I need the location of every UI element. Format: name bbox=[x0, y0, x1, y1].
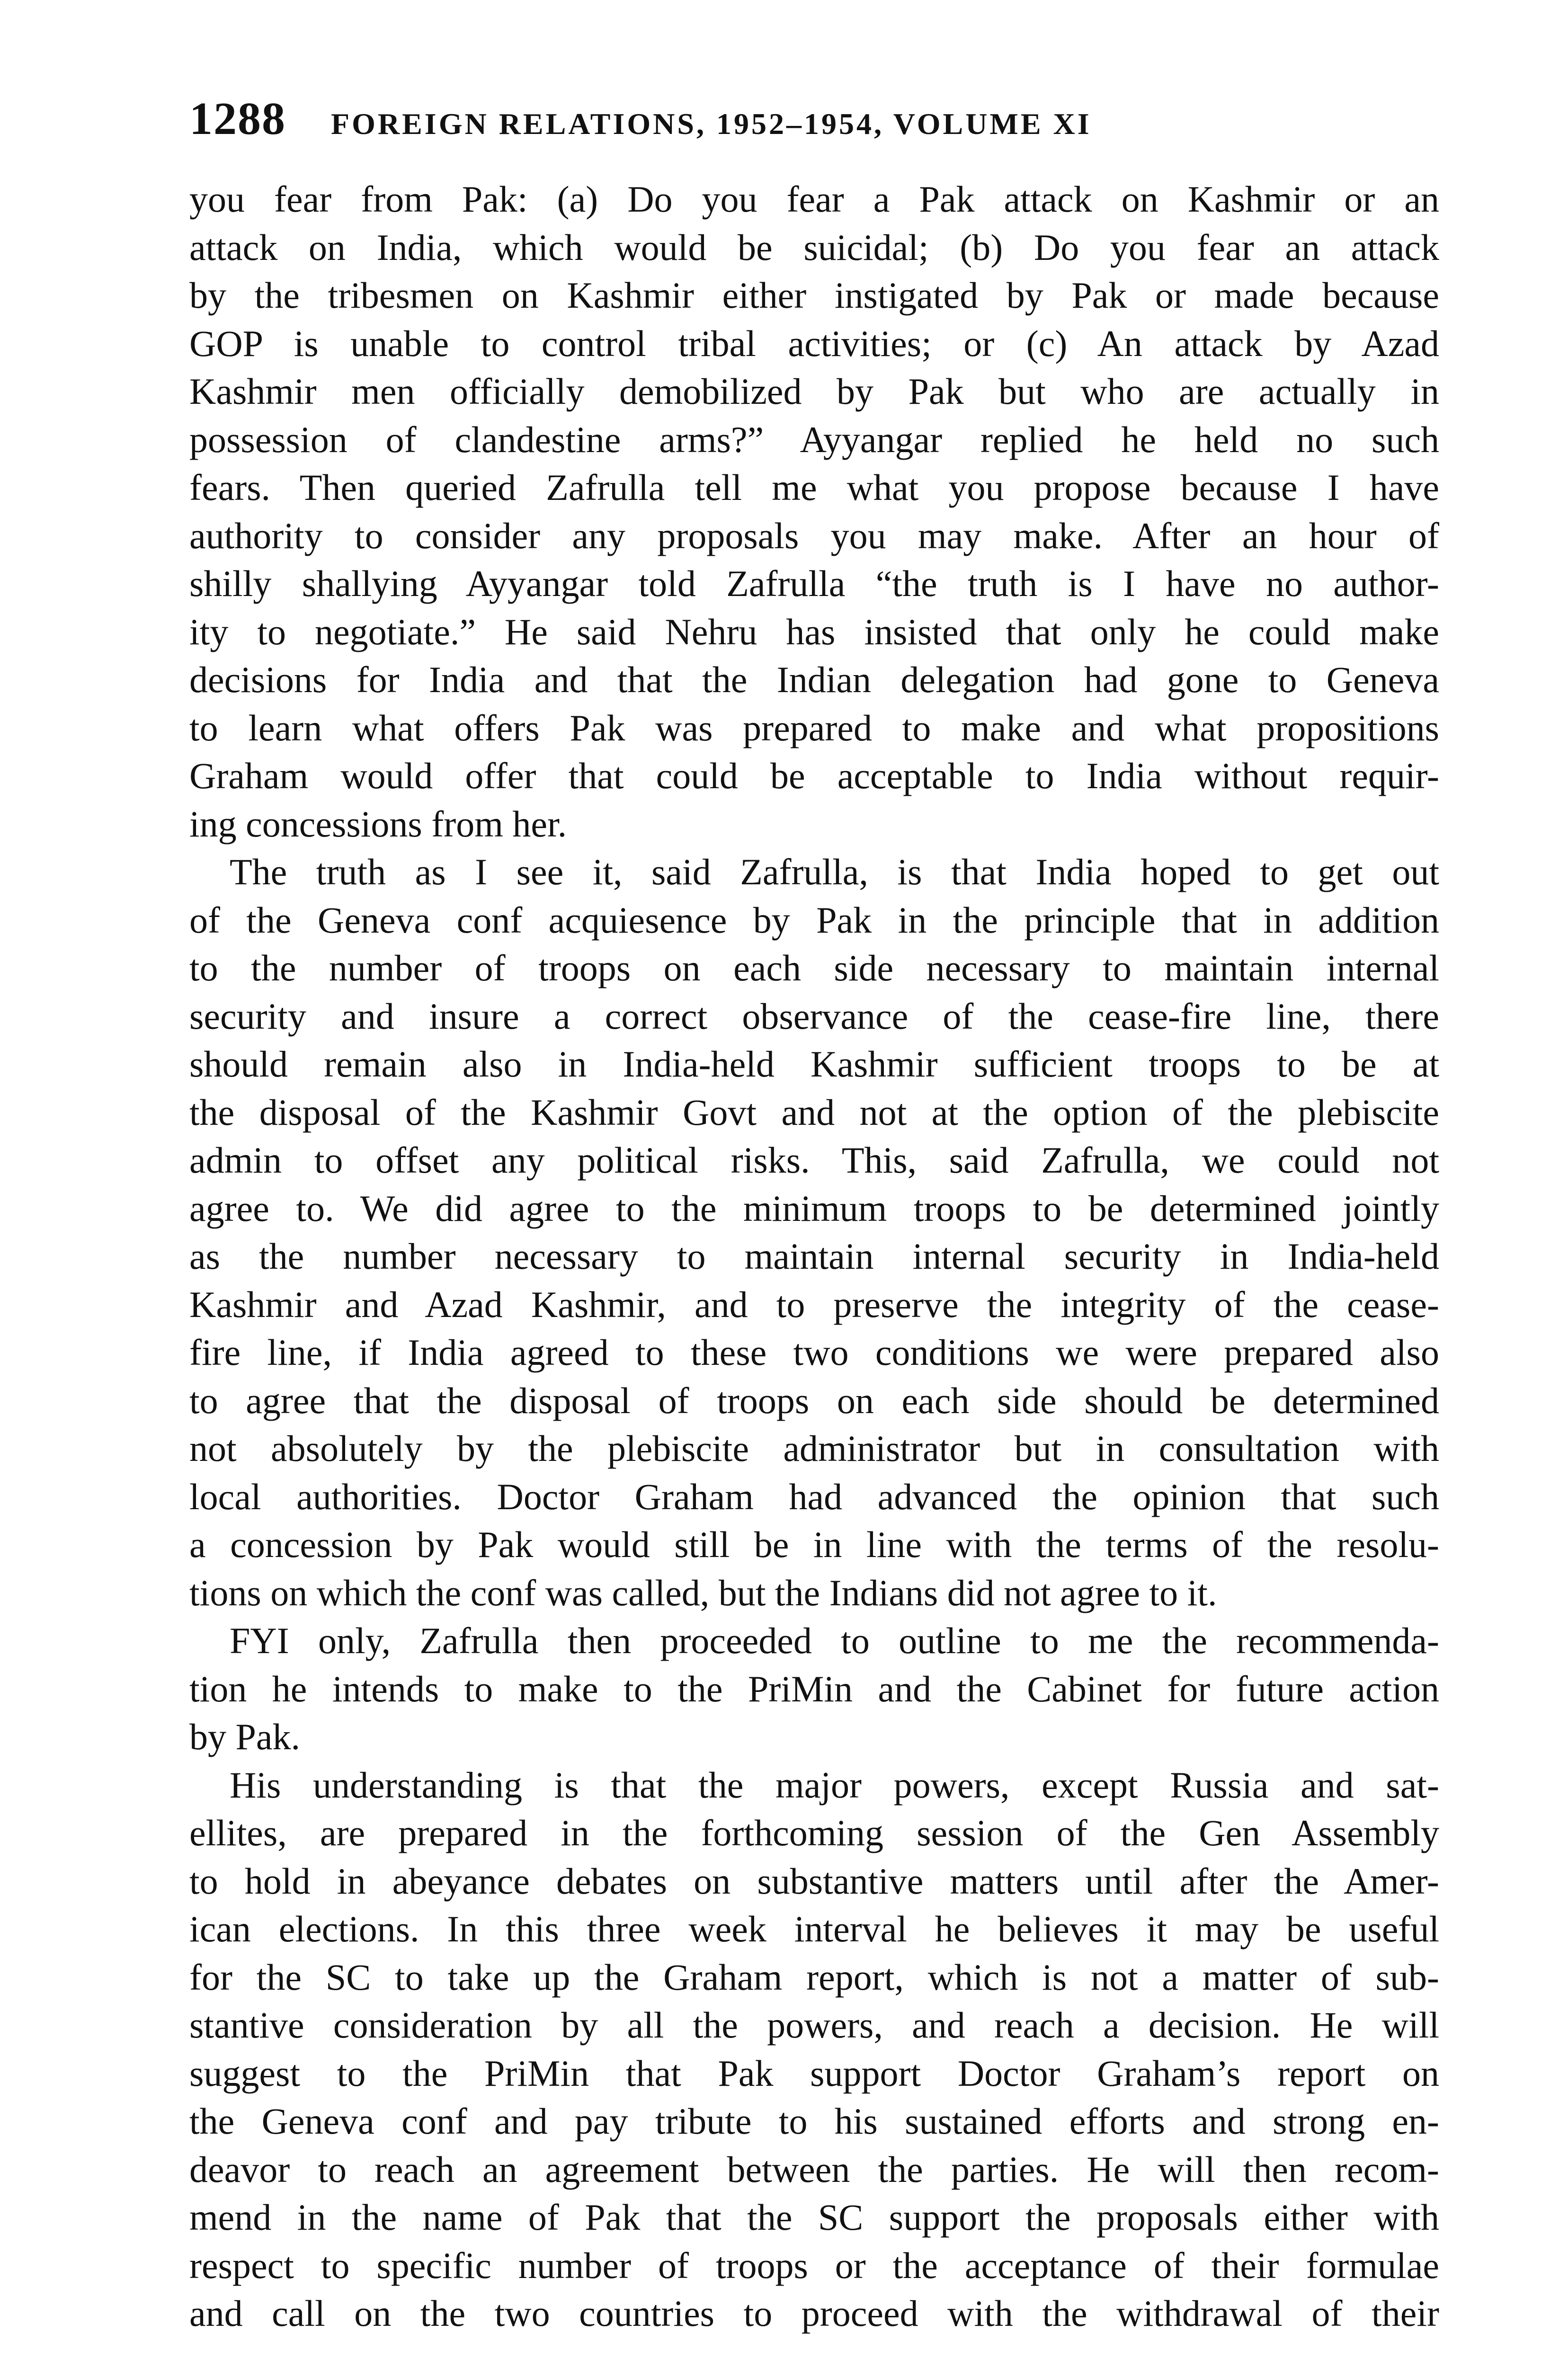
text-line: not absolutely by the plebiscite administrator but in consultation with bbox=[189, 1428, 1439, 1469]
text-line: stantive consideration by all the powers, and reach a decision. He will bbox=[189, 2004, 1439, 2046]
page-number: 1288 bbox=[189, 93, 286, 144]
paragraph-start-line: The truth as I see it, said Zafrulla, is that India hoped to get out bbox=[230, 851, 1439, 892]
text-line: tions on which the conf was called, but the Indians did not agree to it. bbox=[189, 1572, 1217, 1613]
text-line: ity to negotiate.” He said Nehru has insisted that only he could make bbox=[189, 611, 1439, 652]
text-line: for the SC to take up the Graham report, which is not a matter of sub- bbox=[189, 1956, 1439, 1998]
text-line: Kashmir men officially demobilized by Pak but who are actually in bbox=[189, 371, 1439, 412]
text-line: ing concessions from her. bbox=[189, 803, 567, 845]
text-line: tion he intends to make to the PriMin and the Cabinet for future action bbox=[189, 1668, 1439, 1709]
text-line: to the number of troops on each side necessary to maintain internal bbox=[189, 947, 1439, 988]
text-line: ellites, are prepared in the forthcoming session of the Gen Assembly bbox=[189, 1812, 1439, 1853]
text-line: deavor to reach an agreement between the parties. He will then recom- bbox=[189, 2148, 1439, 2190]
text-line: suggest to the PriMin that Pak support Doctor Graham’s report on bbox=[189, 2052, 1439, 2094]
text-line: respect to specific number of troops or the acceptance of their formulae bbox=[189, 2244, 1439, 2286]
text-line: to hold in abeyance debates on substantive matters until after the Amer- bbox=[189, 1860, 1439, 1902]
paragraph-start-line: His understanding is that the major powers, except Russia and sat- bbox=[230, 1764, 1439, 1806]
text-line: fears. Then queried Zafrulla tell me what you propose because I have bbox=[189, 467, 1439, 508]
text-line: ican elections. In this three week interval he believes it may be useful bbox=[189, 1908, 1439, 1949]
text-line: Graham would offer that could be acceptable to India without requir- bbox=[189, 755, 1439, 796]
text-line: by the tribesmen on Kashmir either instigated by Pak or made because bbox=[189, 275, 1439, 316]
paragraph-start-line: FYI only, Zafrulla then proceeded to outline to me the recommenda- bbox=[230, 1620, 1439, 1661]
text-line: admin to offset any political risks. This, said Zafrulla, we could not bbox=[189, 1139, 1439, 1181]
text-line: as the number necessary to maintain internal security in India-held bbox=[189, 1236, 1439, 1277]
text-line: security and insure a correct observance of the cease-fire line, there bbox=[189, 995, 1439, 1037]
text-line: GOP is unable to control tribal activities; or (c) An attack by Azad bbox=[189, 322, 1439, 364]
text-line: you fear from Pak: (a) Do you fear a Pak attack on Kashmir or an bbox=[189, 178, 1439, 220]
running-header bbox=[189, 92, 1449, 159]
text-line: attack on India, which would be suicidal; (b) Do you fear an attack bbox=[189, 226, 1439, 268]
text-line: local authorities. Doctor Graham had advanced the opinion that such bbox=[189, 1476, 1439, 1517]
text-line: of the Geneva conf acquiesence by Pak in the principle that in addition bbox=[189, 899, 1439, 941]
text-line: the disposal of the Kashmir Govt and not at the option of the plebiscite bbox=[189, 1091, 1439, 1133]
text-line: mend in the name of Pak that the SC support the proposals either with bbox=[189, 2197, 1439, 2238]
text-line: shilly shallying Ayyangar told Zafrulla “the truth is I have no author- bbox=[189, 563, 1439, 604]
running-title: FOREIGN RELATIONS, 1952–1954, VOLUME XI bbox=[331, 107, 1092, 141]
text-line: agree to. We did agree to the minimum troops to be determined jointly bbox=[189, 1187, 1439, 1229]
text-line: decisions for India and that the Indian delegation had gone to Geneva bbox=[189, 659, 1439, 700]
text-line: authority to consider any proposals you may make. After an hour of bbox=[189, 515, 1439, 556]
text-line: the Geneva conf and pay tribute to his sustained efforts and strong en- bbox=[189, 2100, 1439, 2142]
text-line: to agree that the disposal of troops on each side should be determined bbox=[189, 1379, 1439, 1421]
body-text bbox=[189, 175, 1439, 2338]
text-line: fire line, if India agreed to these two conditions we were prepared also bbox=[189, 1332, 1439, 1373]
text-line: a concession by Pak would still be in line with the terms of the resolu- bbox=[189, 1524, 1439, 1565]
text-line: should remain also in India-held Kashmir sufficient troops to be at bbox=[189, 1043, 1439, 1085]
text-line: to learn what offers Pak was prepared to make and what propositions bbox=[189, 707, 1439, 748]
text-line: Kashmir and Azad Kashmir, and to preserve the integrity of the cease- bbox=[189, 1283, 1439, 1325]
text-line: possession of clandestine arms?” Ayyangar replied he held no such bbox=[189, 418, 1439, 460]
text-line: by Pak. bbox=[189, 1716, 300, 1757]
text-line: and call on the two countries to proceed with the withdrawal of their bbox=[189, 2293, 1439, 2334]
